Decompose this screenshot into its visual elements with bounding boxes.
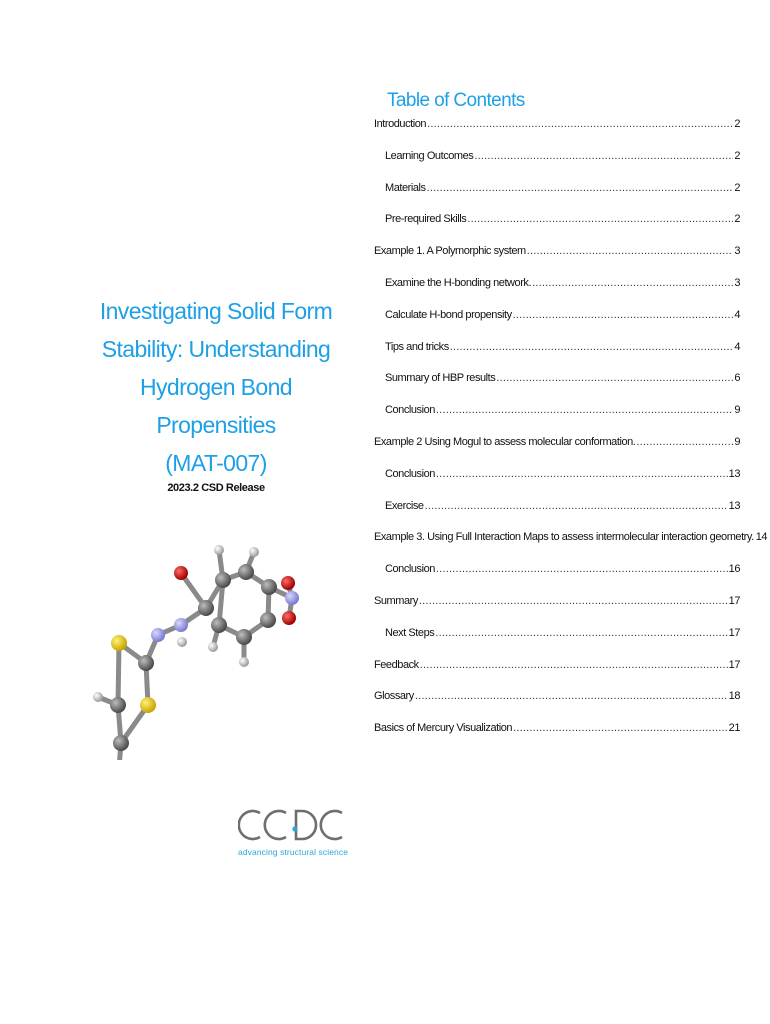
toc-entry-page: 3 (734, 245, 740, 258)
toc-entry-page: 17 (728, 658, 740, 671)
toc-entry-page: 9 (734, 435, 740, 448)
toc-entry[interactable] (374, 404, 740, 436)
toc-leader-dots (474, 150, 733, 162)
toc-entry[interactable] (374, 531, 768, 563)
toc-entry-label: Example 2 Using Mogul to assess molecular conformation. (374, 435, 636, 448)
toc-entry-label: Glossary (374, 690, 414, 703)
toc-leader-dots (496, 372, 733, 384)
toc-entry-label: Conclusion (385, 563, 435, 576)
toc-entry[interactable] (374, 372, 740, 404)
toc-entry-label: Summary (374, 594, 418, 607)
toc-leader-dots (527, 245, 734, 257)
toc-leader-dots (513, 309, 734, 321)
toc-leader-dots (427, 182, 734, 194)
toc-entry-page: 2 (734, 149, 740, 162)
toc-leader-dots (532, 277, 733, 289)
toc-entry[interactable] (374, 277, 740, 309)
toc-entry[interactable] (374, 182, 740, 214)
toc-leader-dots (467, 213, 733, 225)
table-of-contents (374, 118, 768, 754)
toc-entry-label: Exercise (385, 499, 424, 512)
logo-tagline: advancing structural science (238, 847, 349, 857)
toc-entry-page: 3 (734, 276, 740, 289)
toc-entry-page: 2 (734, 181, 740, 194)
toc-heading: Table of Contents (387, 90, 525, 111)
toc-entry[interactable] (374, 150, 740, 182)
toc-entry-label: Introduction (374, 118, 427, 130)
toc-leader-dots (420, 659, 728, 671)
toc-entry-label: Feedback (374, 658, 419, 671)
toc-leader-dots (450, 341, 734, 353)
toc-entry-page: 9 (734, 404, 740, 417)
cover-title-line: Investigating Solid Form (99, 298, 333, 324)
toc-entry-label: Tips and tricks (385, 340, 449, 353)
toc-entry-page: 16 (728, 563, 740, 576)
ccdc-logo (238, 805, 348, 875)
ccdc-wordmark (238, 805, 348, 845)
toc-entry-page: 21 (728, 722, 740, 735)
toc-entry-label: Example 1. A Polymorphic system (374, 245, 526, 258)
toc-entry-page: 2 (734, 118, 740, 130)
toc-entry-label: Conclusion (385, 467, 435, 480)
toc-leader-dots (513, 722, 728, 734)
toc-entry[interactable] (374, 659, 740, 691)
toc-entry-label: Calculate H-bond propensity (385, 308, 512, 321)
toc-entry[interactable] (374, 468, 740, 500)
toc-entry[interactable] (374, 436, 740, 468)
toc-entry-page: 17 (728, 626, 740, 639)
toc-entry[interactable] (374, 627, 740, 659)
toc-entry-page: 4 (734, 308, 740, 321)
toc-leader-dots (427, 118, 733, 130)
cover-title-line: (MAT-007) (165, 450, 267, 476)
toc-entry-page: 2 (734, 213, 740, 226)
toc-entry-label: Conclusion (385, 404, 435, 417)
toc-leader-dots (436, 563, 728, 575)
toc-entry-page: 6 (734, 372, 740, 385)
cover-title-line: Hydrogen Bond Propensities (139, 374, 293, 438)
toc-entry-page: 14 (755, 531, 768, 544)
toc-leader-dots (415, 690, 728, 702)
toc-entry-label: Basics of Mercury Visualization (374, 722, 513, 735)
toc-entry[interactable] (374, 213, 740, 245)
toc-leader-dots (436, 404, 733, 416)
toc-entry-page: 13 (728, 499, 740, 512)
toc-entry-page: 4 (734, 340, 740, 353)
toc-entry[interactable] (374, 690, 740, 722)
toc-leader-dots (435, 627, 727, 639)
toc-entry-label: Example 3. Using Full Interaction Maps to assess intermolecular interaction geometry. (374, 531, 754, 544)
molecule-illustration (86, 535, 316, 760)
toc-entry[interactable] (374, 563, 740, 595)
toc-entry-label: Examine the H-bonding network. (385, 276, 532, 289)
toc-entry-page: 18 (728, 690, 740, 703)
cover-title-line: Stability: Understanding (101, 336, 331, 362)
toc-leader-dots (419, 595, 728, 607)
toc-entry[interactable] (374, 500, 740, 532)
cover-title (96, 292, 336, 482)
toc-entry[interactable] (374, 595, 740, 627)
toc-entry[interactable] (374, 722, 740, 754)
toc-leader-dots (436, 468, 728, 480)
toc-entry-page: 13 (728, 467, 740, 480)
toc-entry-label: Summary of HBP results (385, 372, 496, 385)
toc-leader-dots (425, 500, 728, 512)
toc-entry-label: Materials (385, 181, 426, 194)
toc-entry-label: Pre-required Skills (385, 213, 467, 226)
toc-entry-page: 17 (728, 594, 740, 607)
toc-leader-dots (636, 436, 733, 448)
toc-entry-label: Next Steps (385, 626, 435, 639)
toc-entry[interactable] (374, 118, 740, 150)
toc-entry[interactable] (374, 245, 740, 277)
toc-entry[interactable] (374, 341, 740, 373)
release-label: 2023.2 CSD Release (167, 482, 265, 494)
toc-entry[interactable] (374, 309, 740, 341)
toc-entry-label: Learning Outcomes (385, 149, 474, 162)
